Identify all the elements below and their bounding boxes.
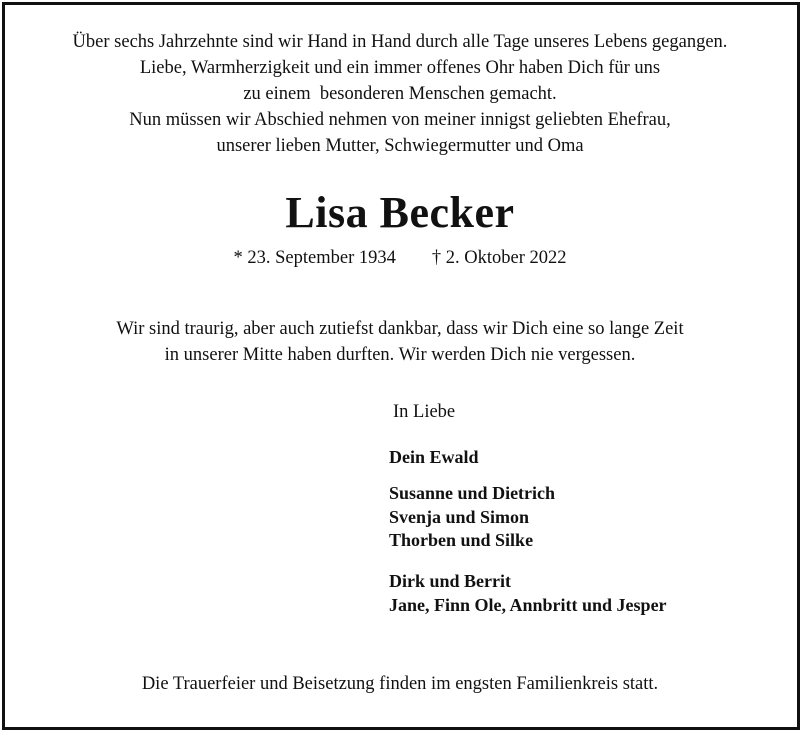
family-member: Susanne und Dietrich — [389, 483, 556, 503]
intro-line: unserer lieben Mutter, Schwiegermutter und Oma — [216, 136, 584, 156]
gratitude-line: in unserer Mitte haben durften. Wir werden Dich nie vergessen. — [164, 345, 636, 365]
intro-line: Nun müssen wir Abschied nehmen von meiner innigst geliebten Ehefrau, — [129, 110, 671, 130]
family-member: Dein Ewald — [389, 447, 479, 467]
birth-date: * 23. September 1934 — [233, 248, 396, 268]
family-group-children — [389, 482, 555, 553]
family-member: Dirk und Berrit — [389, 571, 512, 591]
gratitude-text — [0, 316, 800, 368]
closing-note: Die Trauerfeier und Beisetzung finden im engsten Familienkreis statt. — [141, 674, 659, 694]
intro-line: zu einem besonderen Menschen gemacht. — [243, 84, 557, 104]
death-date: † 2. Oktober 2022 — [431, 248, 567, 268]
intro-line: Über sechs Jahrzehnte sind wir Hand in Hand durch alle Tage unseres Lebens gegangen. — [72, 32, 728, 52]
intro-line: Liebe, Warmherzigkeit und ein immer offenes Ohr haben Dich für uns — [139, 58, 661, 78]
intro-text — [0, 29, 800, 159]
deceased-name: Lisa Becker — [285, 188, 515, 237]
family-group-spouse — [389, 446, 479, 470]
in-love-label: In Liebe — [393, 402, 456, 422]
family-group-grandchildren — [389, 570, 667, 617]
family-member: Jane, Finn Ole, Annbritt und Jesper — [389, 594, 667, 615]
family-member: Thorben und Silke — [389, 530, 534, 550]
life-dates — [0, 246, 800, 270]
gratitude-line: Wir sind traurig, aber auch zutiefst dankbar, dass wir Dich eine so lange Zeit — [116, 319, 684, 339]
family-member: Svenja und Simon — [389, 506, 530, 527]
